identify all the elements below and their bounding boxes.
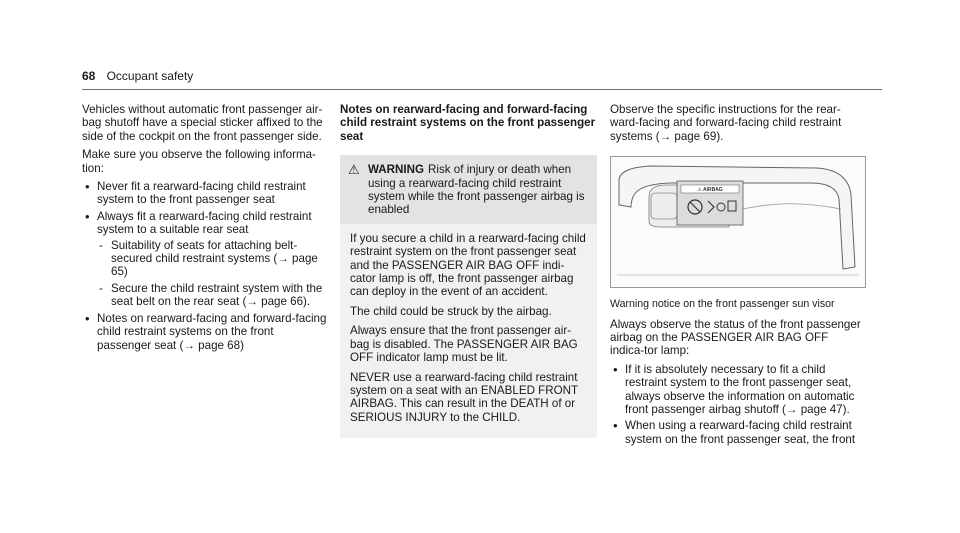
list-item: • Never fit a rearward-facing child restraint system to the front passenger seat [82, 180, 327, 207]
sun-visor-illustration [611, 157, 865, 287]
figure-caption: Warning notice on the front passenger sun visor [610, 298, 835, 311]
intro-paragraph[interactable]: Observe the specific instructions for the rear-ward-facing and forward-facing child restraint systems (→ page 69). [610, 103, 842, 143]
list-item[interactable]: • If it is absolutely necessary to fit a child restraint system to the front passenger seat, always observe the information on automatic front passenger airbag shutoff (→ page 47). [610, 363, 865, 417]
warning-label: WARNING [368, 163, 425, 177]
sub-list-item[interactable]: - Suitability of seats for attaching belt-secured child restraint systems (→ page 65) [97, 239, 327, 279]
airbag-sticker-label: ⚠ AIRBAG [697, 187, 723, 194]
warning-paragraph: NEVER use a rearward-facing child restraint system on a seat with an ENABLED FRONT AIRBAG. This can result in the DEATH of or SERIOUS INJURY to the CHILD. [350, 370, 578, 424]
observe-paragraph: Make sure you observe the following informa-tion: [82, 148, 316, 175]
section-heading: Notes on rearward-facing and forward-facing child restraint systems on the front passenger seat [340, 103, 596, 143]
intro-paragraph: Vehicles without automatic front passenger air-bag shutoff have a special sticker affixed to the side of the cockpit on the front passenger side. [82, 103, 323, 143]
warning-paragraph: If you secure a child in a rearward-facing child restraint system on the front passenger seat and the PASSENGER AIR BAG OFF indi-cator lamp is off, the front passenger airbag can deploy in the event of an accident. [350, 231, 586, 299]
sun-visor-figure [610, 156, 866, 288]
column-right [610, 103, 865, 449]
warning-box [340, 155, 597, 438]
status-paragraph: Always observe the status of the front passenger airbag on the PASSENGER AIR BAG OFF indica-tor lamp: [610, 317, 861, 358]
list-item[interactable]: • Notes on rearward-facing and forward-facing child restraint systems on the front passenger seat (→ page 68) [82, 312, 327, 352]
warning-header [340, 155, 597, 224]
warning-paragraph: Always ensure that the front passenger air-bag is disabled. The PASSENGER AIR BAG OFF indicator lamp must be lit. [350, 324, 578, 365]
sub-list [97, 239, 327, 309]
warning-triangle-icon: ⚠ [348, 162, 360, 178]
sub-list-item[interactable]: - Secure the child restraint system with the seat belt on the rear seat (→ page 66). [97, 282, 327, 309]
column-left [82, 103, 327, 355]
list-item: • When using a rearward-facing child restraint system on the front passenger seat, the front [610, 419, 865, 446]
warning-paragraph: The child could be struck by the airbag. [350, 304, 552, 318]
warning-summary-wrap [368, 163, 589, 217]
page-header [82, 70, 882, 86]
page-number: 68 [82, 69, 96, 83]
list-item [82, 210, 327, 309]
section-title: Occupant safety [106, 69, 194, 83]
header-divider [82, 89, 882, 90]
warning-body [340, 224, 597, 438]
warning-summary: Risk of injury or death when using a rearward-facing child restraint system while the front passenger airbag is enabled [368, 163, 585, 217]
bullet-list [610, 363, 865, 446]
column-middle [340, 103, 597, 438]
bullet-list [82, 180, 327, 352]
list-item-text: Always fit a rearward-facing child restraint system to a suitable rear seat [97, 209, 312, 237]
